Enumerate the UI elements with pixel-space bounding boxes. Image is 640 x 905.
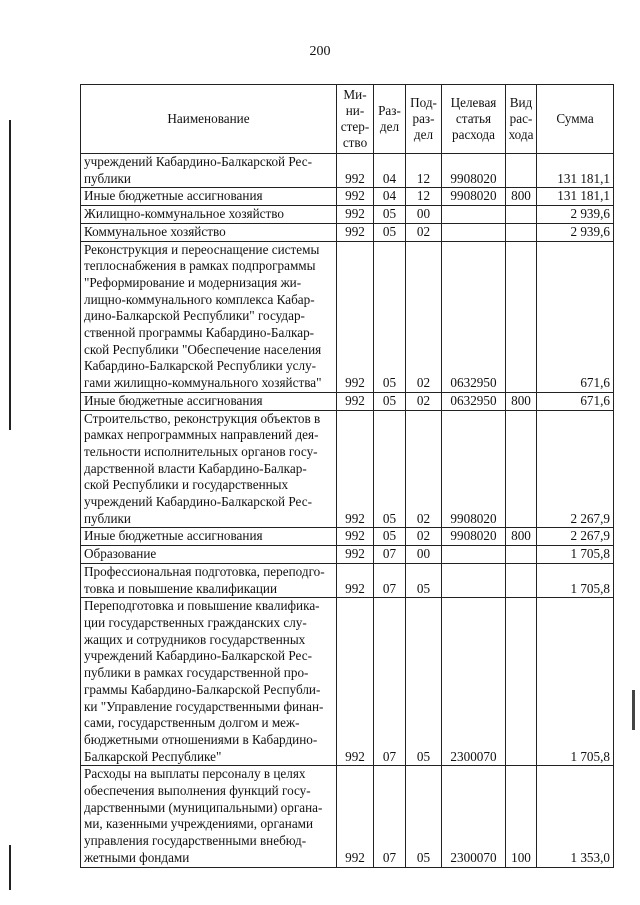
cell-target-article: 0632950 bbox=[442, 392, 506, 410]
cell-target-article bbox=[442, 563, 506, 597]
cell-amount: 671,6 bbox=[537, 241, 614, 392]
table-row bbox=[81, 546, 614, 564]
cell-name: Иные бюджетные ассигнования bbox=[81, 188, 337, 206]
cell-expense-type bbox=[506, 241, 537, 392]
budget-table bbox=[80, 84, 614, 868]
cell-target-article: 9908020 bbox=[442, 410, 506, 528]
cell-section: 05 bbox=[374, 223, 406, 241]
cell-expense-type bbox=[506, 206, 537, 224]
header-subsection: Под- раз- дел bbox=[406, 85, 442, 154]
cell-section: 07 bbox=[374, 546, 406, 564]
cell-amount: 2 267,9 bbox=[537, 528, 614, 546]
cell-subsection: 02 bbox=[406, 410, 442, 528]
cell-ministry: 992 bbox=[337, 392, 374, 410]
table-header bbox=[81, 85, 614, 154]
scan-edge-line-lower bbox=[9, 845, 11, 890]
cell-ministry: 992 bbox=[337, 188, 374, 206]
cell-target-article: 9908020 bbox=[442, 188, 506, 206]
scan-edge-mark bbox=[632, 690, 635, 730]
cell-ministry: 992 bbox=[337, 241, 374, 392]
page-number: 200 bbox=[309, 44, 331, 59]
cell-section: 07 bbox=[374, 766, 406, 867]
cell-ministry: 992 bbox=[337, 598, 374, 766]
table-row bbox=[81, 563, 614, 597]
cell-amount: 1 705,8 bbox=[537, 563, 614, 597]
table-row bbox=[81, 392, 614, 410]
cell-subsection: 12 bbox=[406, 188, 442, 206]
cell-name: Коммунальное хозяйство bbox=[81, 223, 337, 241]
cell-section: 05 bbox=[374, 392, 406, 410]
cell-section: 04 bbox=[374, 154, 406, 188]
table-row bbox=[81, 528, 614, 546]
cell-subsection: 02 bbox=[406, 241, 442, 392]
cell-section: 05 bbox=[374, 410, 406, 528]
header-ministry: Ми- ни- стер- ство bbox=[337, 85, 374, 154]
cell-subsection: 02 bbox=[406, 223, 442, 241]
cell-subsection: 12 bbox=[406, 154, 442, 188]
cell-amount: 1 705,8 bbox=[537, 546, 614, 564]
scan-edge-line bbox=[9, 120, 11, 430]
cell-section: 05 bbox=[374, 528, 406, 546]
cell-name: Жилищно-коммунальное хозяйство bbox=[81, 206, 337, 224]
cell-ministry: 992 bbox=[337, 563, 374, 597]
cell-target-article: 9908020 bbox=[442, 528, 506, 546]
cell-target-article bbox=[442, 546, 506, 564]
cell-expense-type bbox=[506, 546, 537, 564]
cell-ministry: 992 bbox=[337, 528, 374, 546]
cell-target-article bbox=[442, 223, 506, 241]
header-target-article: Целевая статья расхода bbox=[442, 85, 506, 154]
cell-section: 04 bbox=[374, 188, 406, 206]
cell-name: Расходы на выплаты персоналу в целях обеспечения выполнения функций госу- дарственными (муниципальными) органа- ми, казенными учреждениями, органами управления государственными внебюд- жетными фондами bbox=[81, 766, 337, 867]
cell-expense-type bbox=[506, 563, 537, 597]
table-row bbox=[81, 241, 614, 392]
table-row bbox=[81, 223, 614, 241]
cell-amount: 1 353,0 bbox=[537, 766, 614, 867]
cell-name: учреждений Кабардино-Балкарской Рес- публики bbox=[81, 154, 337, 188]
cell-name: Образование bbox=[81, 546, 337, 564]
cell-name: Строительство, реконструкция объектов в рамках непрограммных направлений дея- тельности исполнительных органов госу- дарственной власти Кабардино-Балкар- ской Республики и государственных учреждений Кабардино-Балкарской Рес- публики bbox=[81, 410, 337, 528]
cell-subsection: 00 bbox=[406, 206, 442, 224]
cell-expense-type bbox=[506, 410, 537, 528]
cell-name: Иные бюджетные ассигнования bbox=[81, 528, 337, 546]
cell-ministry: 992 bbox=[337, 206, 374, 224]
cell-name: Реконструкция и переоснащение системы теплоснабжения в рамках подпрограммы "Реформирование и модернизация жи- лищно-коммунального комплекса Кабар- дино-Балкарской Республики" государ- ственной программы Кабардино-Балкар- ской Республики "Обеспечение населения Кабардино-Балкарской Республики услу- гами жилищно-коммунального хозяйства" bbox=[81, 241, 337, 392]
table-row bbox=[81, 410, 614, 528]
cell-expense-type bbox=[506, 154, 537, 188]
cell-ministry: 992 bbox=[337, 223, 374, 241]
cell-amount: 2 267,9 bbox=[537, 410, 614, 528]
cell-ministry: 992 bbox=[337, 546, 374, 564]
cell-ministry: 992 bbox=[337, 766, 374, 867]
cell-subsection: 02 bbox=[406, 392, 442, 410]
cell-name: Профессиональная подготовка, переподго- товка и повышение квалификации bbox=[81, 563, 337, 597]
cell-subsection: 05 bbox=[406, 598, 442, 766]
cell-expense-type: 800 bbox=[506, 392, 537, 410]
cell-target-article: 0632950 bbox=[442, 241, 506, 392]
cell-expense-type bbox=[506, 223, 537, 241]
cell-target-article: 2300070 bbox=[442, 598, 506, 766]
cell-expense-type: 100 bbox=[506, 766, 537, 867]
cell-amount: 2 939,6 bbox=[537, 223, 614, 241]
cell-amount: 2 939,6 bbox=[537, 206, 614, 224]
header-expense-type: Вид рас- хода bbox=[506, 85, 537, 154]
cell-amount: 1 705,8 bbox=[537, 598, 614, 766]
table-row bbox=[81, 206, 614, 224]
cell-name: Иные бюджетные ассигнования bbox=[81, 392, 337, 410]
table-row bbox=[81, 154, 614, 188]
cell-section: 07 bbox=[374, 563, 406, 597]
cell-section: 05 bbox=[374, 206, 406, 224]
cell-target-article: 9908020 bbox=[442, 154, 506, 188]
header-section: Раз- дел bbox=[374, 85, 406, 154]
cell-target-article: 2300070 bbox=[442, 766, 506, 867]
cell-amount: 131 181,1 bbox=[537, 188, 614, 206]
table-body bbox=[81, 154, 614, 868]
cell-subsection: 00 bbox=[406, 546, 442, 564]
cell-ministry: 992 bbox=[337, 410, 374, 528]
cell-subsection: 02 bbox=[406, 528, 442, 546]
cell-amount: 131 181,1 bbox=[537, 154, 614, 188]
cell-section: 07 bbox=[374, 598, 406, 766]
cell-subsection: 05 bbox=[406, 766, 442, 867]
table-row bbox=[81, 188, 614, 206]
table-row bbox=[81, 766, 614, 867]
cell-target-article bbox=[442, 206, 506, 224]
cell-expense-type: 800 bbox=[506, 188, 537, 206]
cell-ministry: 992 bbox=[337, 154, 374, 188]
cell-amount: 671,6 bbox=[537, 392, 614, 410]
cell-expense-type bbox=[506, 598, 537, 766]
cell-expense-type: 800 bbox=[506, 528, 537, 546]
cell-name: Переподготовка и повышение квалифика- ции государственных гражданских слу- жащих и сотрудников государственных учреждений Кабардино-Балкарской Рес- публики в рамках государственной про- граммы Кабардино-Балкарской Республи- ки "Управление государственными финан- сами, государственным долгом и меж- бюджетными отношениями в Кабардино- Балкарской Республике" bbox=[81, 598, 337, 766]
header-amount: Сумма bbox=[537, 85, 614, 154]
header-name: Наименование bbox=[81, 85, 337, 154]
cell-section: 05 bbox=[374, 241, 406, 392]
cell-subsection: 05 bbox=[406, 563, 442, 597]
table-row bbox=[81, 598, 614, 766]
